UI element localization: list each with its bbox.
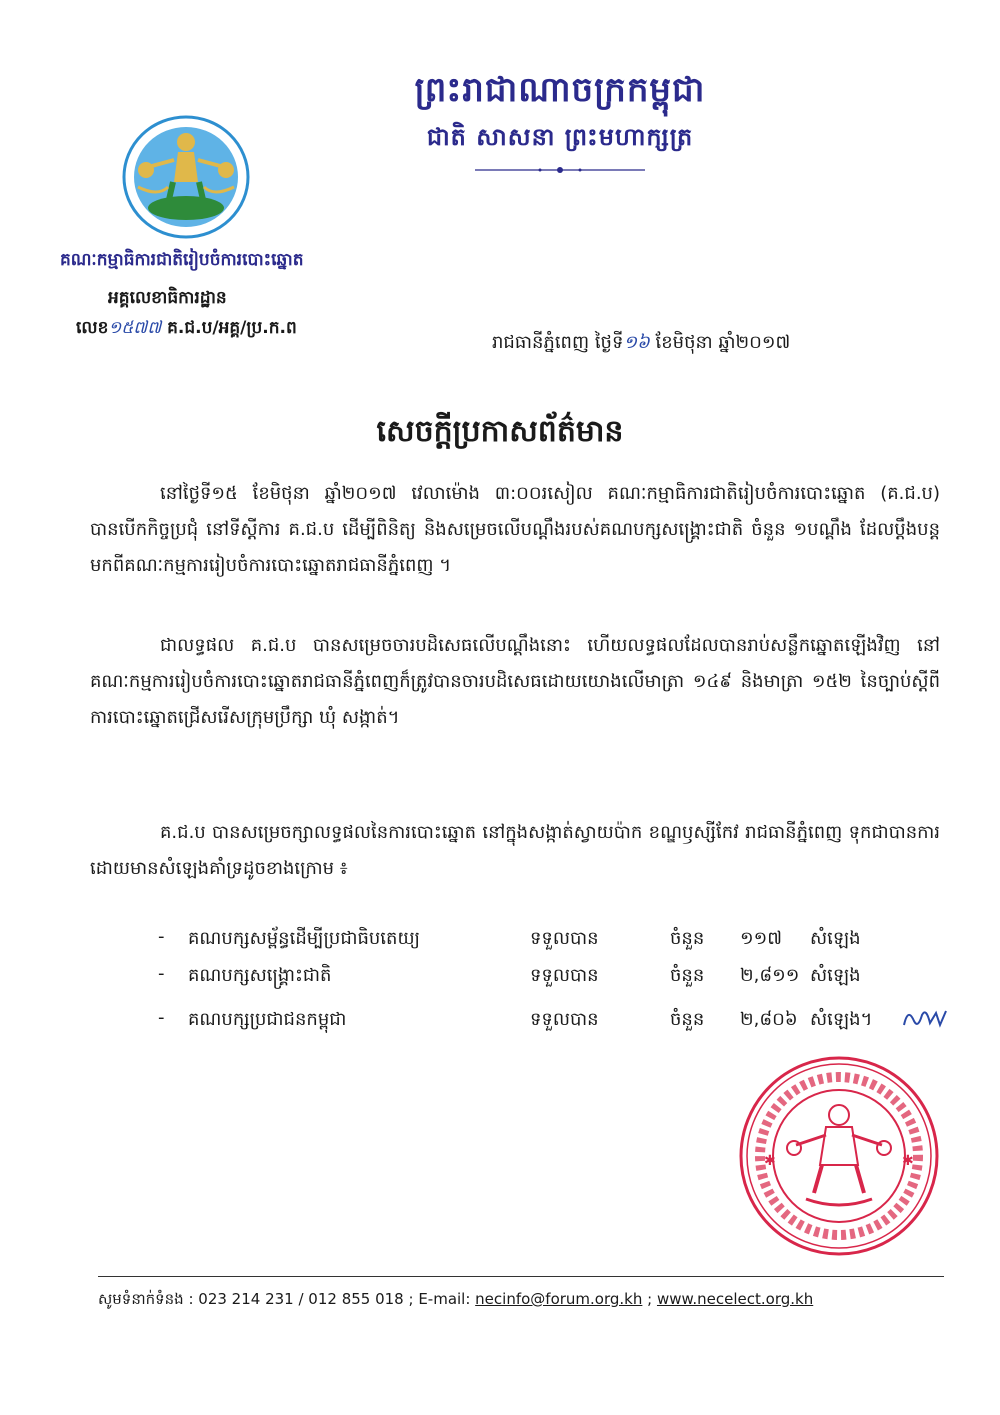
website-link[interactable]: www.necelect.org.kh — [656, 1290, 814, 1308]
national-motto: ជាតិ សាសនា ព្រះមហាក្សត្រ — [426, 122, 694, 151]
svg-text:✱: ✱ — [902, 1153, 914, 1169]
kingdom-heading: ព្រះរាជាណាចក្រកម្ពុជា — [414, 70, 706, 110]
nec-emblem-icon — [118, 112, 254, 242]
footer-separator: ; — [642, 1290, 657, 1308]
contact-label: សូមទំនាក់ទំនង : 023 214 231 / 012 855 018 ; E-mail: — [98, 1290, 476, 1308]
vote-unit: សំឡេង — [810, 965, 861, 986]
ref-prefix: លេខ — [76, 318, 109, 338]
paragraph-2: ជាលទ្ធផល គ.ជ.ប បានសម្រេចចារបដិសេធលើបណ្ដឹងនោះ ហើយលទ្ធផលដែលបានរាប់សន្លឹកឆ្នោតឡើងវិញ នៅគណៈកម្មការរៀបចំការបោះឆ្នោតរាជធានីភ្នំពេញក៏ត្រូវបានចារបដិសេធដោយយោងលើមាត្រា ១៤៩ និងមាត្រា ១៥២ នៃច្បាប់ស្ដីពីការបោះឆ្នោតជ្រើសរើសក្រុមប្រឹក្សា ឃុំ សង្កាត់។ — [90, 635, 940, 728]
received-label: ទទួលបាន — [530, 928, 599, 949]
party-name: គណបក្សប្រជាជនកម្ពុជា — [188, 1009, 347, 1030]
ref-suffix: គ.ជ.ប/អគ្គ/ប្រ.ក.ព — [167, 318, 297, 338]
count-label: ចំនួន — [670, 928, 705, 949]
footer-divider — [98, 1276, 944, 1277]
paragraph-3: គ.ជ.ប បានសម្រេចក្សាលទ្ធផលនៃការបោះឆ្នោត នៅក្នុងសង្កាត់ស្វាយប៉ាក ខណ្ឌឫស្សីកែវ រាជធានីភ្នំពេញ ទុកជាបានការ ដោយមានសំឡេងគាំទ្រដូចខាងក្រោម ៖ — [90, 822, 940, 879]
date-suffix: ខែមិថុនា ឆ្នាំ២០១៧ — [655, 332, 791, 353]
vote-count: ២,៨០៦ — [740, 1009, 798, 1030]
count-label: ចំនួន — [670, 965, 705, 986]
ornament-divider-icon — [470, 163, 650, 177]
date-line — [492, 330, 790, 357]
reference-number — [76, 317, 297, 342]
paragraph-1: នៅថ្ងៃទី១៥ ខែមិថុនា ឆ្នាំ២០១៧ វេលាម៉ោង ៣:០០រសៀល គណៈកម្មាធិការជាតិរៀបចំការបោះឆ្នោត (គ.ជ.ប) បានបើកកិច្ចប្រជុំ នៅទីស្ដីការ គ.ជ.ប ដើម្បីពិនិត្យ និងសម្រេចលើបណ្ដឹងរបស់គណបក្សសង្គ្រោះជាតិ ចំនួន ១បណ្ដឹង ដែលប្ដឹងបន្តមកពីគណៈកម្មការរៀបចំការបោះឆ្នោតរាជធានីភ្នំពេញ ។ — [90, 483, 940, 576]
party-name: គណបក្សសម្ព័ន្ធដើម្បីប្រជាធិបតេយ្យ — [188, 928, 420, 949]
bullet-dash: - — [158, 926, 165, 947]
handwritten-initial-icon — [900, 1003, 950, 1033]
vote-count: ១១៧ — [740, 928, 783, 949]
ref-number-handwritten: ១៥៧៧ — [108, 318, 162, 338]
bullet-dash: - — [158, 1007, 165, 1028]
document-title: សេចក្ដីប្រកាសព័ត៌មាន — [376, 414, 624, 449]
party-name: គណបក្សសង្គ្រោះជាតិ — [188, 965, 332, 986]
bullet-dash: - — [158, 963, 165, 984]
issuer-department: អគ្គលេខាធិការដ្ឋាន — [108, 288, 227, 308]
date-day-handwritten: ១៦ — [623, 332, 650, 353]
issuer-name: គណៈកម្មាធិការជាតិរៀបចំការបោះឆ្នោត — [60, 250, 304, 270]
vote-unit: សំឡេង — [810, 928, 861, 949]
received-label: ទទួលបាន — [530, 965, 599, 986]
result-row — [158, 926, 938, 960]
email-link[interactable]: necinfo@forum.org.kh — [475, 1290, 643, 1308]
count-label: ចំនួន — [670, 1009, 705, 1030]
vote-unit: សំឡេង។ — [810, 1009, 873, 1030]
vote-count: ២,៨១១ — [740, 965, 800, 986]
official-seal-stamp-icon — [736, 1053, 942, 1259]
date-prefix: រាជធានីភ្នំពេញ ថ្ងៃទី — [492, 332, 624, 353]
svg-text:✱: ✱ — [764, 1153, 776, 1169]
result-row — [158, 963, 938, 997]
footer-contact — [98, 1290, 813, 1312]
received-label: ទទួលបាន — [530, 1009, 599, 1030]
result-row — [158, 1007, 938, 1041]
